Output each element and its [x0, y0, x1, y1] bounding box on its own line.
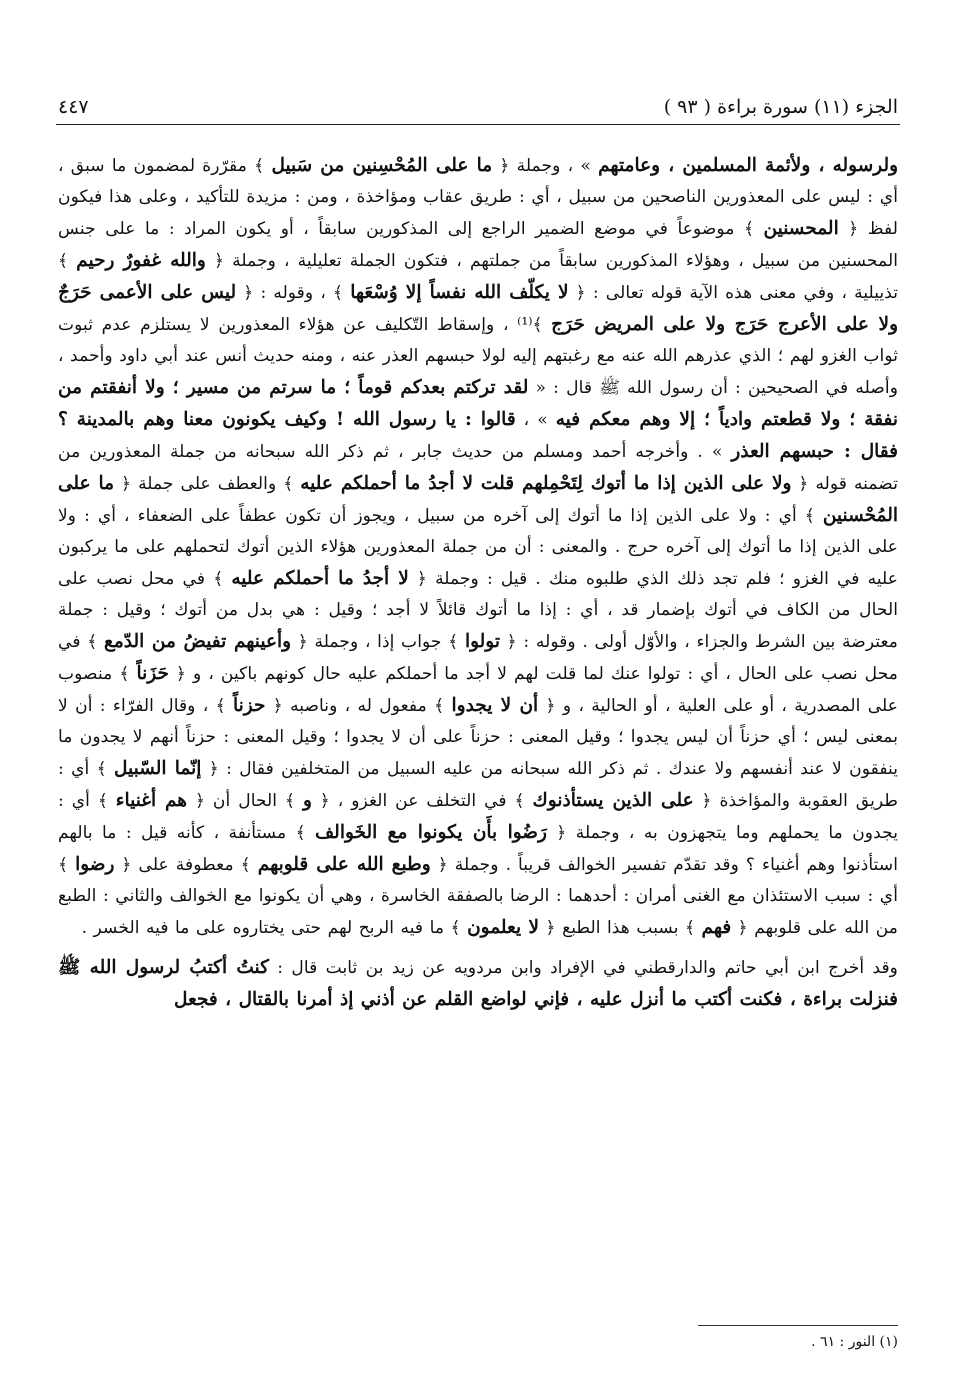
text-segment: ﴾ مقرّرة لمضمون ما سبق ، أي : ليس على المعذورين الناصحين من سبيل ، أي : طريق عقاب ومؤاخذة ، ومن : مزيدة للتأكيد ، وعلى هذا فيكون لفظ ﴿	[58, 156, 898, 239]
bold-quote-segment: قالوا : يا رسول الله ! وكيف يكونون معنا وهم بالمدينة ؟ فقال : حبسهم العذر	[58, 409, 898, 462]
paragraph	[58, 952, 898, 1016]
bold-quote-segment: حزناً	[232, 695, 266, 716]
bold-quote-segment: تولوا	[464, 631, 500, 652]
body-text	[58, 150, 898, 1016]
bold-quote-segment: على الذين يستأذنوك	[532, 790, 694, 811]
bold-quote-segment: والله غفورٌ رحيم	[76, 250, 206, 271]
text-segment: ﴾ موضوعاً في موضع الضمير الراجع إلى المذكورين سابقاً ، أو يكون المراد : ما على جنس المحسنين من سبيل ، وهؤلاء المذكورين سابقاً من جملتهم ، فتكون الجملة تعليلية ، وجملة ﴿	[58, 219, 898, 271]
text-segment: ﴾ ما فيه الربح لهم حتى يختاروه على ما فيه الخسر .	[81, 918, 468, 938]
running-title: الجزء (١١) سورة براءة ( ٩٣ )	[663, 96, 898, 118]
text-segment: ﴾ معطوفة على ﴿	[114, 855, 258, 875]
text-segment: ﴾ الحال أن ﴿	[187, 791, 303, 811]
bold-quote-segment: أن لا يجدوا	[451, 695, 539, 716]
text-segment: ﴾ بسبب هذا الطبع ﴿	[539, 918, 702, 938]
bold-quote-segment: ما على المُحْسنين	[58, 473, 898, 526]
text-segment: ﴾ أي : طريق العقوبة والمؤاخذة ﴿	[58, 759, 899, 811]
text-segment: ﴾ والعطف على جملة ﴿	[114, 474, 301, 494]
text-segment: ﴾ في محل نصب على الحال ، أي : تولوا عنك لما قلت لهم لا أجد ما أحملكم عليه حال كونهم باكين ، و ﴿	[58, 632, 898, 684]
bold-quote-segment: إنّما السّبيل	[114, 758, 202, 779]
text-segment: ﴾ ، وقوله : ﴿	[236, 283, 351, 303]
text-segment: ﴾ في التخلف عن الغزو ، ﴿	[311, 791, 533, 811]
bold-quote-segment: المحسنين	[763, 218, 839, 239]
header-divider	[56, 124, 900, 125]
bold-quote-segment: وأعينهم تفيضُ من الدّمع	[103, 631, 292, 652]
bold-quote-segment: ما على المُحْسِنين من سَبيل	[271, 155, 493, 176]
bold-quote-segment: وطبع الله على قلوبهم	[257, 854, 431, 875]
text-segment: » ،	[515, 410, 556, 430]
bold-quote-segment: و	[302, 790, 312, 811]
text-segment: ﴾ أي : سبب الاستئذان مع الغنى أمران : أحدهما : الرضا بالصفقة الخاسرة ، وهي أن يكونوا مع الخوالف والثاني : الطبع من الله على قلوبهم ﴿	[58, 855, 898, 938]
text-segment: ﴾ أي : يجدون ما يحملهم وما يتجهزون به ، وجملة ﴿	[58, 791, 899, 843]
text-segment: ﴾ أي : ولا على الذين إذا ما أتوك إلى آخره من سبيل ، ويجوز أن تكون عطفاً على الضعفاء ، أي : ولا على الذين إذا ما أتوك إلى آخره حرج . والمعنى : أن من جملة المعذورين هؤلاء الذين أتوك لتحملهم على ما يركبون عليه في الغزو ؛ فلم تجد ذلك الذي طلبوه منك . قيل : وجملة ﴿	[58, 506, 898, 589]
bold-quote-segment: لقد تركتم بعدكم قوماً ؛ ما سرتم من مسير ؛ ولا أنفقتم من نفقة ؛ ولا قطعتم وادياً ؛ إلا وهم معكم فيه	[58, 377, 898, 430]
footnote: (١) النور : ٦١ .	[811, 1334, 898, 1350]
bold-quote-segment: هم أغنياء	[115, 790, 188, 811]
page-header	[58, 92, 898, 122]
bold-quote-segment: رضوا	[75, 854, 115, 875]
text-segment: ﴾ تذييلية ، وفي معنى هذه الآية قوله تعالى : ﴿	[58, 251, 899, 303]
bold-quote-segment: لا يعلمون	[467, 917, 540, 938]
text-segment: وقد أخرج ابن أبي حاتم والدارقطني في الإفراد وابن مردويه عن زيد بن ثابت قال :	[268, 958, 898, 978]
bold-quote-segment: حَزَناً	[136, 663, 169, 684]
bold-quote-segment: لا أجدُ ما أحملكم عليه	[231, 568, 409, 589]
bold-quote-segment: لا يكلّف الله نفساً إلا وُسْعَها	[350, 282, 569, 303]
bold-quote-segment: كنتُ أكتبُ لرسول الله ﷺ فنزلت براءة ، فكنت أكتب ما أنزل عليه ، فإني لواضع القلم عن أذني إذ أمرنا بالقتال ، فجعل	[58, 957, 898, 1010]
text-segment: ﴾ في محل نصب على الحال من الكاف في أتوك بإضمار قد ، أي : إذا ما أتوك قائلاً لا أجد ؛ وقيل : هي بدل من أتوك ؛ وقيل : جملة معترضة بين الشرط والجزاء ، والأوّل أولى . وقوله : ﴿	[58, 569, 898, 652]
text-segment: » . وأخرجه أحمد ومسلم من حديث جابر ، ثم ذكر الله سبحانه من جملة المعذورين من تضمنه قوله ﴿	[58, 442, 898, 494]
bold-quote-segment: ولرسوله ، ولأئمة المسلمين ، وعامتهم	[598, 155, 899, 176]
text-segment: ﴾ مفعول له ، وناصبه ﴿	[265, 696, 452, 716]
bold-quote-segment: فهم	[701, 917, 732, 938]
paragraph	[58, 150, 898, 944]
bold-quote-segment: رَضُوا بأَن يكونوا مع الخَوالف	[315, 822, 547, 843]
footnote-divider	[698, 1325, 898, 1326]
bold-quote-segment: ليس على الأعمى حَرَجٌ ولا على الأعرج حَرَج ولا على المريض حَرَج	[58, 282, 899, 335]
text-segment: ﴾⁽¹⁾ ، وإسقاط التّكليف عن هؤلاء المعذورين لا يستلزم عدم ثبوت ثواب الغزو لهم ؛ الذي عذرهم الله عنه مع رغبتهم إليه لولا حبسهم العذر عنه ، ومنه حديث أنس عند أبي داود وأحمد ، وأصله في الصحيحين : أن رسول الله ﷺ قال : «	[58, 315, 898, 398]
text-segment: ﴾ منصوب على المصدرية ، أو على العلية ، أو الحالية ، و ﴿	[58, 664, 898, 716]
bold-quote-segment: ولا على الذين إذا ما أتوك لِتَحْمِلهم قلت لا أجدُ ما أحملكم عليه	[300, 473, 792, 494]
page-number: ٤٤٧	[58, 96, 89, 118]
text-segment: ﴾ جواب إذا ، وجملة ﴿	[291, 632, 465, 652]
text-segment: ﴾ مستأنفة ، كأنه قيل : ما بالهم استأذنوا وهم أغنياء ؟ وقد تقدّم تفسير الخوالف قريباً . وجملة ﴿	[58, 823, 898, 875]
text-segment: » ، وجملة ﴿	[492, 156, 599, 176]
text-segment: ﴾ ، وقال الفرّاء : أن لا بمعنى ليس ؛ أي حزناً أن ليس يجدوا ؛ وقيل المعنى : حزناً على أن لا يجدوا ؛ وقيل المعنى : حزناً أنهم لا يجدون ما ينفقون لا عند أنفسهم ولا عندك . ثم ذكر الله سبحانه من عليه السبيل من المتخلفين فقال : ﴿	[58, 696, 898, 779]
